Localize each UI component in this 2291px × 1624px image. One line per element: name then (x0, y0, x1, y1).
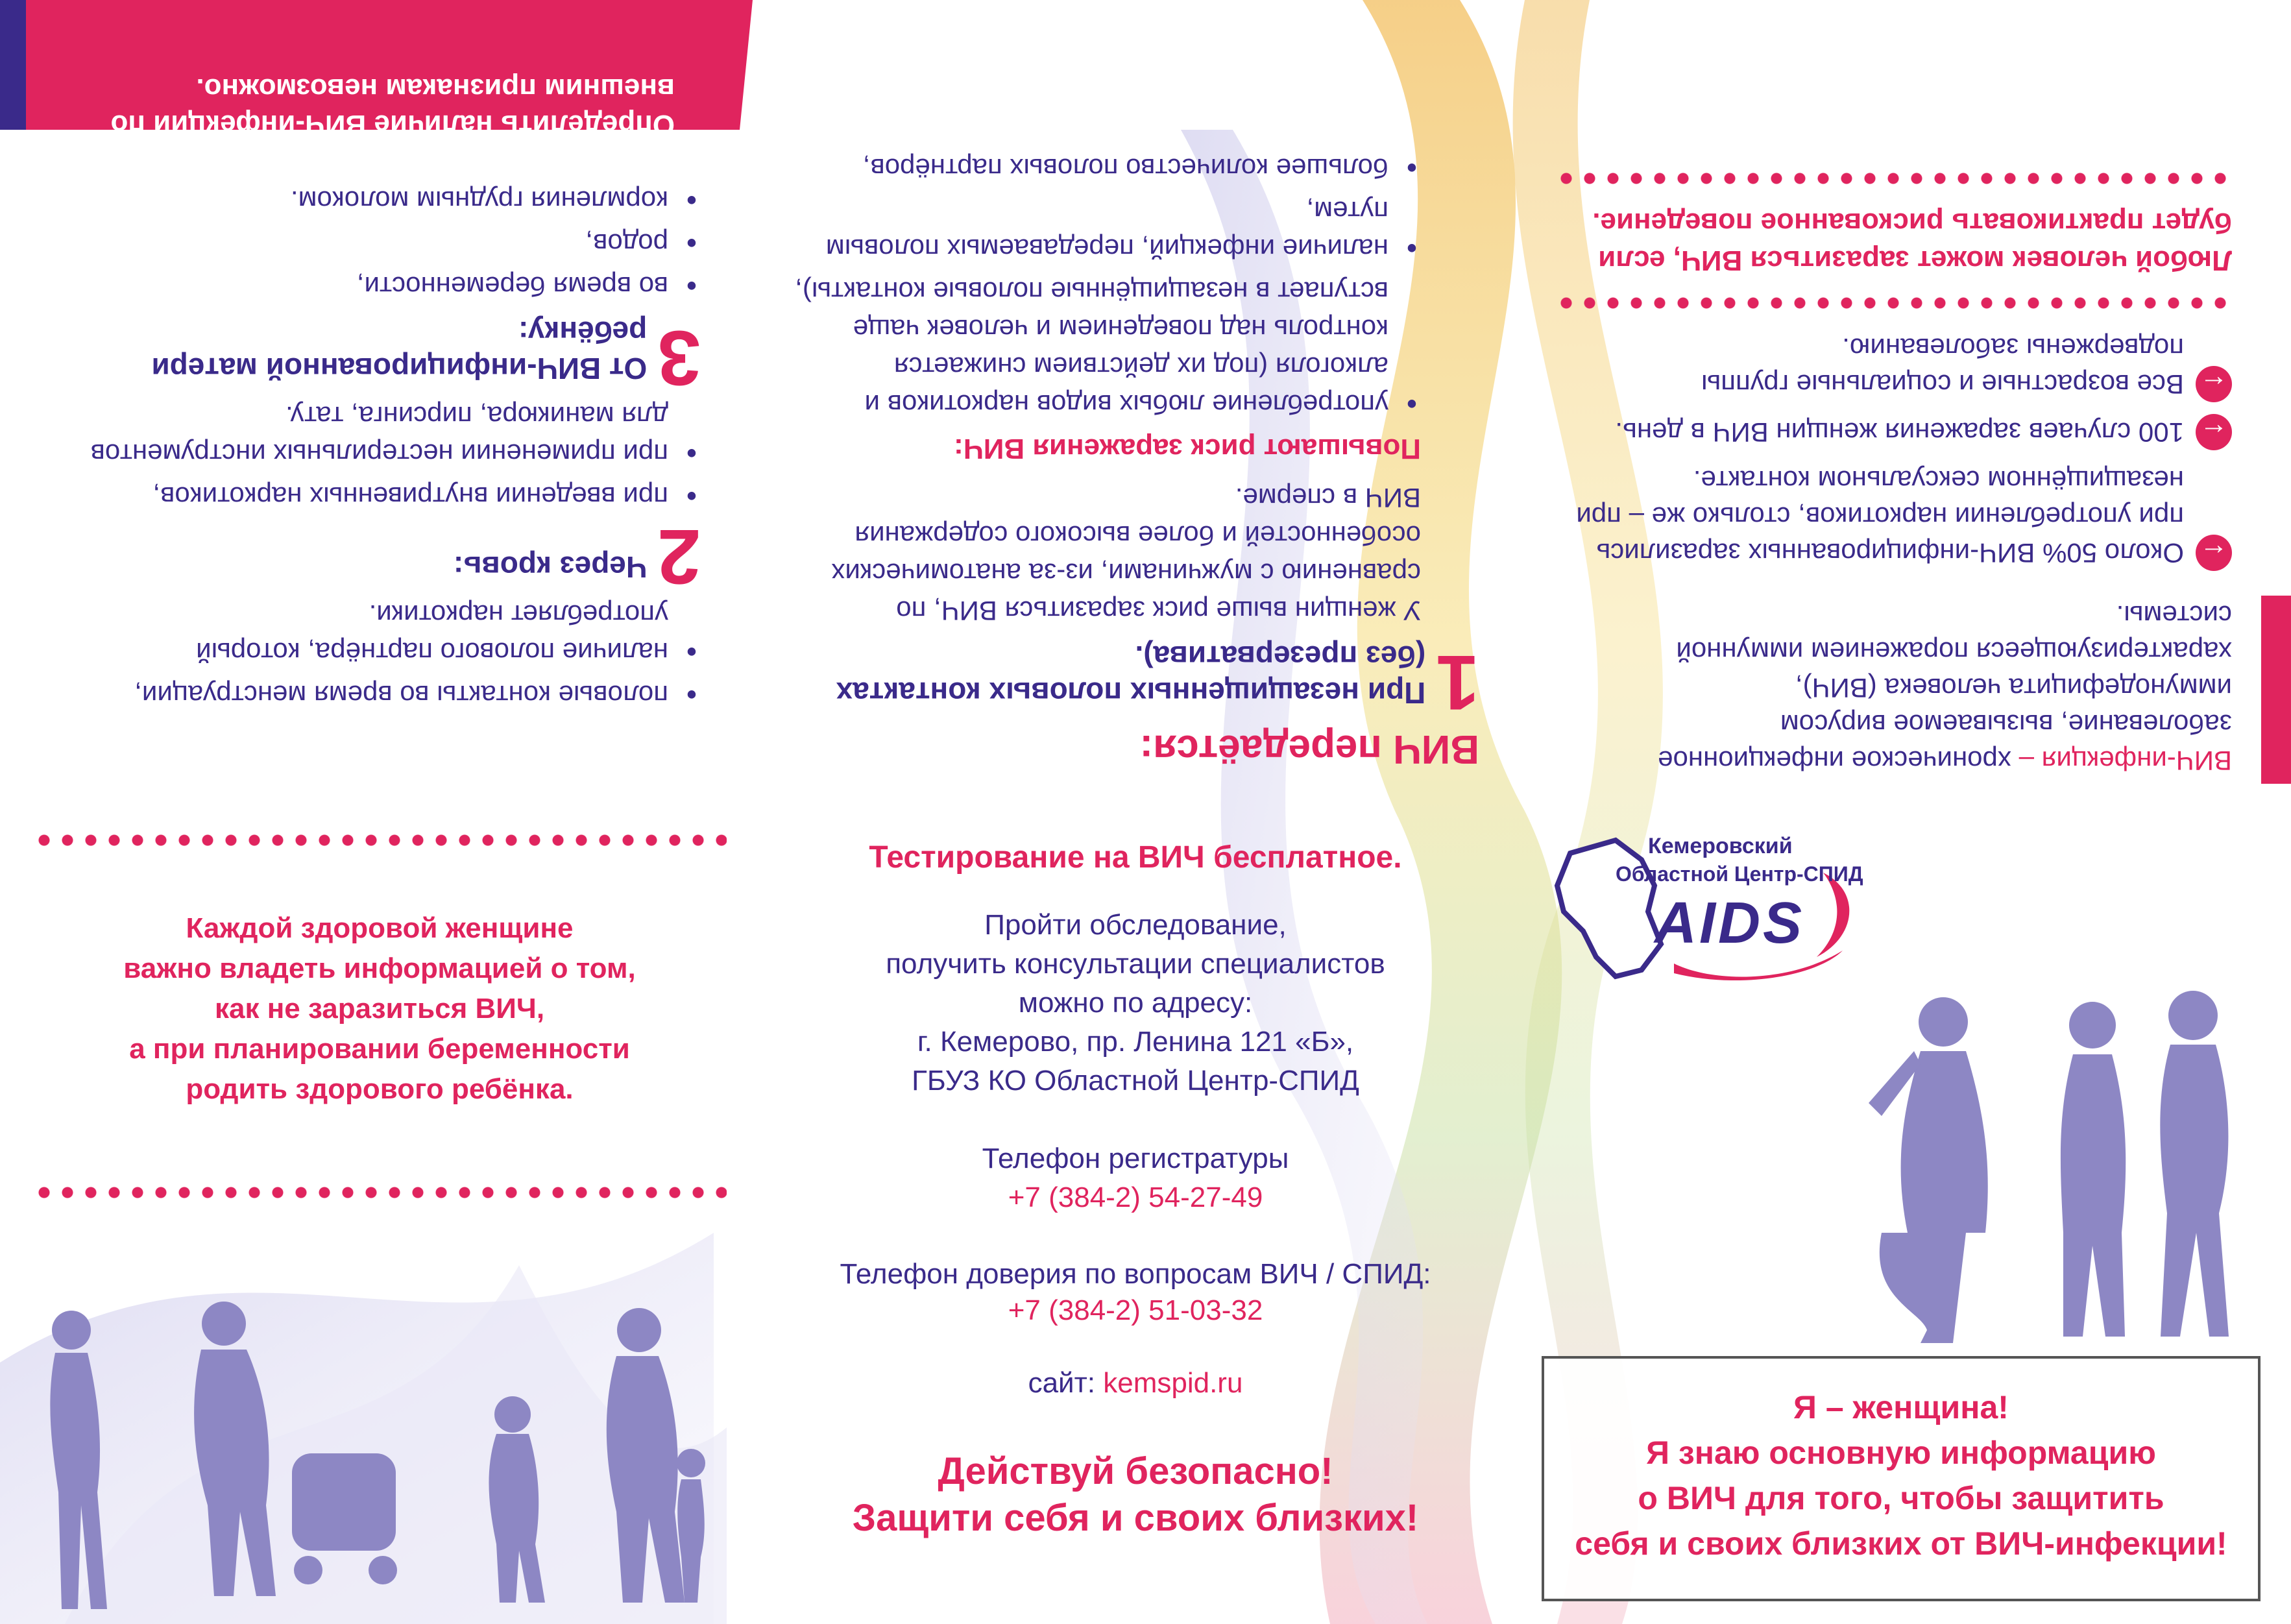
section-1-number: 1 (1436, 639, 1479, 726)
statement-box (1542, 1356, 2261, 1601)
message-line-5: родить здорового ребёнка. (186, 1073, 574, 1105)
statement-line-2: Я знаю основную информацию (1646, 1435, 2156, 1471)
slogan-line-1: Действуй безопасно! (938, 1450, 1333, 1492)
panel-middle-top (766, 0, 1505, 805)
hiv-definition (1557, 597, 2232, 779)
fact-all-groups-text: Все возрастные и социальные группы подвержены заболеванию. (1701, 333, 2184, 400)
statement-line-4: себя и своих близких от ВИЧ-инфекции! (1575, 1525, 2227, 1562)
trust-phone-label: Телефон доверия по вопросам ВИЧ / СПИД: (840, 1258, 1431, 1290)
fact-50-percent (1557, 462, 2232, 571)
message-line-3: как не заразиться ВИЧ, (214, 993, 545, 1024)
definition-text: хроническое инфекционное заболевание, вызываемое вирусом иммунодефицита человека (ВИЧ), характеризующееся поражением иммунной системы. (1658, 600, 2232, 776)
section-3-heading (52, 314, 701, 402)
section-2-number: 2 (657, 513, 701, 600)
address-block (766, 906, 1505, 1100)
section-3-title: От ВИЧ-инфицированной матери ребёнку: (151, 315, 648, 385)
dots-divider-left-1 (32, 832, 727, 849)
banner-cannot-determine: Определить наличие ВИЧ-инфекции по внешним признакам невозможно. (110, 73, 675, 141)
bullet-drugs-alcohol: • употребление любых видов наркотиков и алкоголя (под их действием снижается контроль над поведением и человек чаще вступает в незащищённые половые контакты), (792, 273, 1388, 423)
definition-term: ВИЧ-инфекция – (2018, 745, 2232, 776)
fact-100-cases (1557, 414, 2232, 450)
bullet-breastfeeding: • кормления грудным молоком. (52, 182, 668, 219)
women-silhouettes (1869, 991, 2229, 1343)
site-label: сайт: (1028, 1367, 1095, 1399)
address-line-3: можно по адресу: (1018, 987, 1253, 1019)
arrow-icon: ← (2196, 414, 2232, 450)
trust-phone[interactable]: +7 (384-2) 51-03-32 (1008, 1294, 1263, 1326)
section-2-title: Через кровь: (453, 550, 648, 584)
message-line-4: а при планировании беременности (129, 1033, 630, 1065)
bullet-birth: • родов, (52, 224, 668, 262)
section-3-number: 3 (657, 315, 701, 402)
healthy-woman-message (26, 908, 733, 1109)
logo (1544, 834, 1869, 989)
section-2-heading (52, 513, 701, 600)
anyone-can-be-infected: Любой человек может заразиться ВИЧ, если будет практиковать рискованное поведение. (1592, 207, 2232, 276)
bullet-pregnancy: • во время беременности, (52, 267, 668, 305)
section-1-heading (792, 638, 1479, 726)
hiv-transmitted-heading: ВИЧ передаётся: (1139, 727, 1479, 771)
bullet-nonsterile-tools: • при применении нестерильных инструментов для маникюра, пирсинга, тату. (52, 397, 668, 472)
logo-mark: AIDS (1655, 891, 1805, 956)
slogan (766, 1448, 1505, 1542)
reg-phone-label: Телефон регистратуры (982, 1143, 1289, 1174)
reg-phone[interactable]: +7 (384-2) 54-27-49 (1008, 1182, 1263, 1213)
dots-divider-right-2 (1557, 170, 2232, 187)
panel-right-top (1538, 0, 2258, 805)
testing-free: Тестирование на ВИЧ бесплатное. (869, 840, 1402, 875)
logo-line-1: Кемеровский (1648, 834, 1793, 858)
bullet-sti: • наличие инфекций, передаваемых половым путем, (792, 192, 1388, 267)
women-risk-paragraph: У женщин выше риск заразиться ВИЧ, по сравнению с мужчинами, из-за анатомических особенностей и более высокого содержания ВИЧ в сперме. (831, 483, 1421, 626)
site-link[interactable]: kemspid.ru (1103, 1367, 1243, 1399)
arrow-icon: ← (2196, 366, 2232, 402)
bullet-sex-menstruation: • половые контакты во время менструации, (52, 676, 668, 714)
message-line-1: Каждой здоровой женщине (186, 912, 574, 944)
fact-all-groups (1557, 330, 2232, 402)
bullet-iv-drugs: • при введении внутривенных наркотиков, (52, 478, 668, 515)
fact-50-percent-text: Около 50% ВИЧ-инфицированных заразились при употреблении наркотиков, столько же – при незащищённом сексуальном контакте. (1576, 465, 2184, 568)
address-line-4: г. Кемерово, пр. Ленина 121 «Б», (917, 1026, 1354, 1058)
bullet-partner-drugs: • наличие полового партнёра, который употребляет наркотики. (52, 596, 668, 671)
bullet-many-partners: • большее количество половых партнёров, (792, 149, 1388, 187)
site-line (766, 1364, 1505, 1403)
statement-line-3: о ВИЧ для того, чтобы защитить (1638, 1480, 2164, 1516)
transmission-list-blood (52, 182, 701, 714)
address-line-5: ГБУЗ КО Областной Центр-СПИД (912, 1065, 1359, 1097)
message-line-2: важно владеть информацией о том, (123, 952, 636, 984)
fact-100-cases-text: 100 случаев заражения женщин ВИЧ в день. (1615, 417, 2184, 448)
section-1-title: При незащищенных половых контактах (без презерватива). (836, 640, 1426, 710)
dots-divider-left-2 (32, 1184, 727, 1201)
panel-left-top (19, 0, 740, 805)
panel-left-bottom (26, 908, 733, 1109)
arrow-icon: ← (2196, 535, 2232, 571)
dots-divider-right-1 (1557, 295, 2232, 311)
slogan-line-2: Защити себя и своих близких! (852, 1497, 1419, 1539)
risk-heading: Повышают риск заражения ВИЧ: (954, 433, 1421, 465)
logo-line-2: Областной Центр-СПИД (1616, 862, 1863, 886)
statement-line-1: Я – женщина! (1793, 1389, 2009, 1425)
address-line-1: Пройти обследование, (984, 909, 1287, 941)
panel-middle-bottom (766, 837, 1505, 1542)
address-line-2: получить консультации специалистов (886, 948, 1385, 980)
